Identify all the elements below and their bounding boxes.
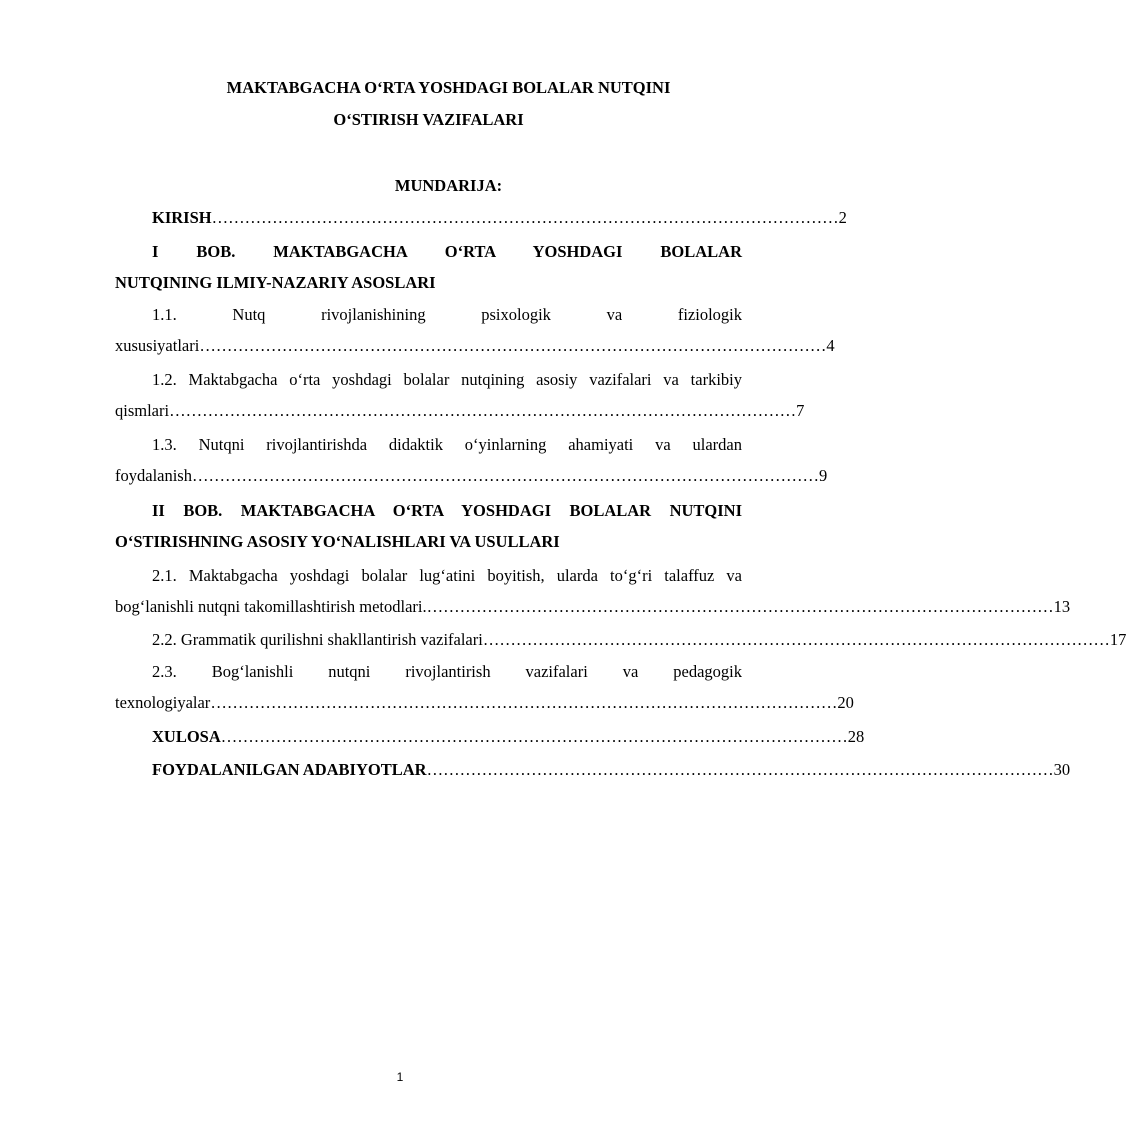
toc-entry-label: texnologiyalar [115,693,211,712]
toc-chapter-2-line-1[interactable]: II BOB. MAKTABGACHA O‘RTA YOSHDAGI BOLALAR NUTQINI [152,501,742,520]
toc-chapter-2-line-2[interactable]: O‘STIRISHNING ASOSIY YO‘NALISHLARI VA USULLARI [115,532,560,551]
toc-entry-label: qismlari [115,401,170,420]
toc-page-number: 2 [838,208,847,227]
toc-section-2-3-line-1[interactable]: 2.3. Bog‘lanishli nutqni rivojlantirish vazifalari va pedagogik [152,662,742,681]
toc-page-number: 30 [1053,760,1071,779]
toc-chapter-1-line-2[interactable]: NUTQINING ILMIY-NAZARIY ASOSLARI [115,273,436,292]
toc-page-number: 9 [818,466,828,485]
toc-section-1-2-line-2[interactable] [115,396,805,426]
toc-entry-label: 2.2. Grammatik qurilishni shakllantirish vazifalari [152,630,483,649]
toc-section-1-2-line-1[interactable]: 1.2. Maktabgacha o‘rta yoshdagi bolalar nutqining asosiy vazifalari va tarkibiy [152,370,742,389]
toc-entry-xulosa[interactable] [115,722,865,752]
toc-leader-dots: …………………………………………………………………………………………………… [191,466,819,485]
toc-entry-label: XULOSA [152,727,221,746]
toc-leader-dots: …………………………………………………………………………………………………… [482,630,1110,649]
toc-section-1-1-line-2[interactable] [115,331,835,361]
toc-leader-dots: …………………………………………………………………………………………………… [169,401,797,420]
toc-page-number: 17 [1109,630,1126,649]
toc-section-1-3-line-1[interactable]: 1.3. Nutqni rivojlantirishda didaktik o‘yinlarning ahamiyati va ulardan [152,435,742,454]
toc-leader-dots: …………………………………………………………………………………………………… [426,760,1054,779]
toc-entry-label: xususiyatlari [115,336,200,355]
document-title-line-1: MAKTABGACHA O‘RTA YOSHDAGI BOLALAR NUTQINI [226,78,671,97]
contents-heading: MUNDARIJA: [394,176,503,195]
toc-entry-label: FOYDALANILGAN ADABIYOTLAR [152,760,427,779]
document-title-line-2: O‘STIRISH VAZIFALARI [333,110,524,129]
toc-entry-label: bog‘lanishli nutqni takomillashtirish metodlari. [115,597,427,616]
toc-entry-label: KIRISH [152,208,212,227]
toc-page-number: 4 [826,336,835,355]
toc-chapter-1-line-1[interactable]: I BOB. MAKTABGACHA O‘RTA YOSHDAGI BOLALAR [152,242,742,261]
page-number: 1 [396,1070,404,1084]
toc-leader-dots: …………………………………………………………………………………………………… [426,597,1054,616]
toc-page-number: 28 [847,727,865,746]
toc-leader-dots: …………………………………………………………………………………………………… [199,336,827,355]
toc-leader-dots: …………………………………………………………………………………………………… [220,727,848,746]
toc-leader-dots: …………………………………………………………………………………………………… [211,208,839,227]
toc-page-number: 13 [1053,597,1071,616]
toc-section-2-1-line-2[interactable] [115,592,1071,622]
toc-section-2-3-line-2[interactable] [115,688,854,718]
toc-section-1-1-line-1[interactable]: 1.1. Nutq rivojlanishining psixologik va fiziologik [152,305,742,324]
toc-leader-dots: …………………………………………………………………………………………………… [210,693,838,712]
toc-entry-kirish[interactable] [115,203,847,233]
toc-section-2-1-line-1[interactable]: 2.1. Maktabgacha yoshdagi bolalar lug‘atini boyitish, ularda to‘g‘ri talaffuz va [152,566,742,585]
toc-page-number: 7 [796,401,805,420]
toc-entry-references[interactable] [115,755,1071,785]
toc-entry-label: foydalanish [115,466,192,485]
toc-section-1-3-line-2[interactable] [115,461,828,491]
toc-page-number: 20 [837,693,854,712]
toc-section-2-2[interactable] [115,625,1126,655]
